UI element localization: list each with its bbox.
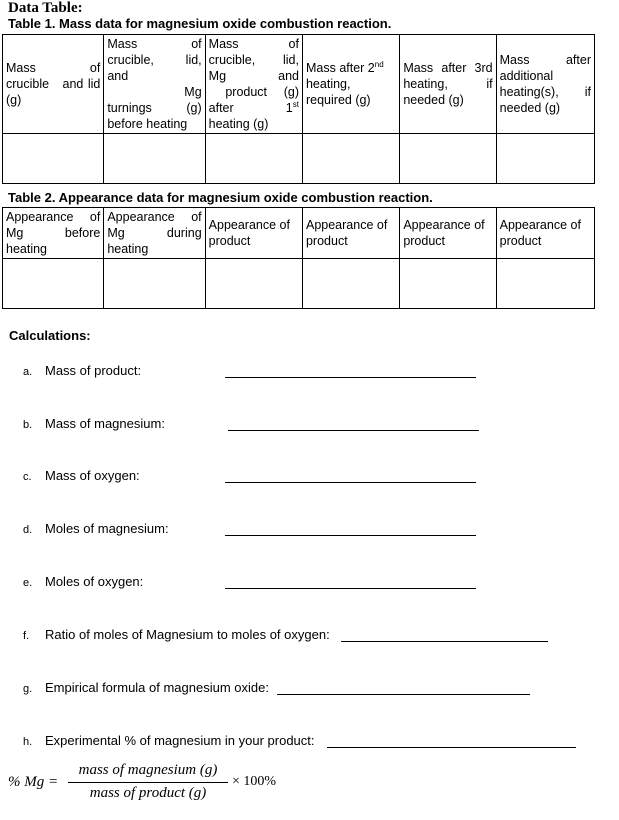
table2-header-cell: Appearance of product: [205, 208, 302, 259]
table2-input-cell[interactable]: [302, 259, 399, 309]
table1-header-cell: Mass after 3rd heating, if needed (g): [400, 35, 496, 134]
table1-data-row: [3, 134, 595, 184]
table2-header-cell: Appearance of product: [302, 208, 399, 259]
calc-item-letter: e.: [23, 577, 33, 589]
answer-line-moles-magnesium[interactable]: [225, 535, 476, 536]
table2-header-cell: Appearance of Mg during heating: [104, 208, 205, 259]
formula-denominator: mass of product (g): [89, 785, 207, 801]
table1-header-cell: Mass of crucible and lid (g): [3, 35, 104, 134]
table1-input-cell[interactable]: [496, 134, 594, 184]
answer-line-mass-product[interactable]: [225, 377, 476, 378]
calc-item-moles-oxygen: [23, 574, 143, 589]
table2-data-row: [3, 259, 595, 309]
calc-item-label: Ratio of moles of Magnesium to moles of oxygen:: [45, 627, 330, 642]
calc-item-label: Mass of oxygen:: [45, 468, 140, 483]
table1-caption: Table 1. Mass data for magnesium oxide combustion reaction.: [8, 16, 392, 31]
table2-header-row: [3, 208, 595, 259]
table1: [2, 34, 595, 184]
table1-header-cell: Mass of crucible, lid, and Mg turnings (g) before heating: [104, 35, 205, 134]
table2: [2, 207, 595, 309]
table1-input-cell[interactable]: [104, 134, 205, 184]
calc-item-label: Experimental % of magnesium in your product:: [45, 733, 315, 748]
table2-header-cell: Appearance of product: [400, 208, 496, 259]
page-heading: Data Table:: [8, 0, 83, 16]
table2-caption: Table 2. Appearance data for magnesium oxide combustion reaction.: [8, 190, 433, 205]
table2-input-cell[interactable]: [400, 259, 496, 309]
calc-item-letter: f.: [23, 630, 30, 642]
answer-line-empirical-formula[interactable]: [277, 694, 530, 695]
calc-item-letter: d.: [23, 524, 33, 536]
calc-item-mass-product: [23, 363, 141, 378]
calc-item-empirical-formula: [23, 680, 269, 695]
table1-input-cell[interactable]: [400, 134, 496, 184]
table2-input-cell[interactable]: [104, 259, 205, 309]
answer-line-moles-oxygen[interactable]: [225, 588, 476, 589]
calc-item-percent-magnesium: [23, 733, 315, 748]
calc-item-label: Mass of magnesium:: [45, 416, 165, 431]
fraction-bar: [68, 782, 228, 783]
table2-header-cell: Appearance of product: [496, 208, 594, 259]
table1-input-cell[interactable]: [205, 134, 302, 184]
table2-header-cell: Appearance of Mg before heating: [3, 208, 104, 259]
calc-item-moles-magnesium: [23, 521, 169, 536]
calc-item-letter: b.: [23, 419, 33, 431]
table2-input-cell[interactable]: [3, 259, 104, 309]
calc-item-letter: c.: [23, 471, 32, 483]
calculations-title: Calculations:: [9, 328, 91, 343]
formula-numerator: mass of magnesium (g): [78, 762, 218, 778]
table1-header-cell: Mass after 2nd heating, required (g): [302, 35, 399, 134]
table2-input-cell[interactable]: [496, 259, 594, 309]
answer-line-mole-ratio[interactable]: [341, 641, 548, 642]
table1-header-cell: Mass of crucible, lid, Mg and product (g) after 1st heating (g): [205, 35, 302, 134]
calc-item-mole-ratio: [23, 627, 330, 642]
answer-line-mass-magnesium[interactable]: [228, 430, 479, 431]
calc-item-label: Mass of product:: [45, 363, 142, 378]
table1-input-cell[interactable]: [3, 134, 104, 184]
calc-item-label: Moles of oxygen:: [45, 574, 144, 589]
calc-item-label: Moles of magnesium:: [45, 521, 169, 536]
table1-header-row: [3, 35, 595, 134]
calc-item-letter: g.: [23, 683, 33, 695]
calc-item-letter: a.: [23, 366, 33, 378]
answer-line-mass-oxygen[interactable]: [225, 482, 476, 483]
calc-item-mass-oxygen: [23, 468, 140, 483]
table2-input-cell[interactable]: [205, 259, 302, 309]
table1-header-cell: Mass after additional heating(s), if needed (g): [496, 35, 594, 134]
formula-lhs: % Mg =: [8, 774, 59, 790]
calc-item-label: Empirical formula of magnesium oxide:: [45, 680, 269, 695]
table1-input-cell[interactable]: [302, 134, 399, 184]
formula-factor: × 100%: [232, 774, 277, 789]
calc-item-letter: h.: [23, 736, 33, 748]
calc-item-mass-magnesium: [23, 416, 165, 431]
answer-line-percent-magnesium[interactable]: [327, 747, 576, 748]
